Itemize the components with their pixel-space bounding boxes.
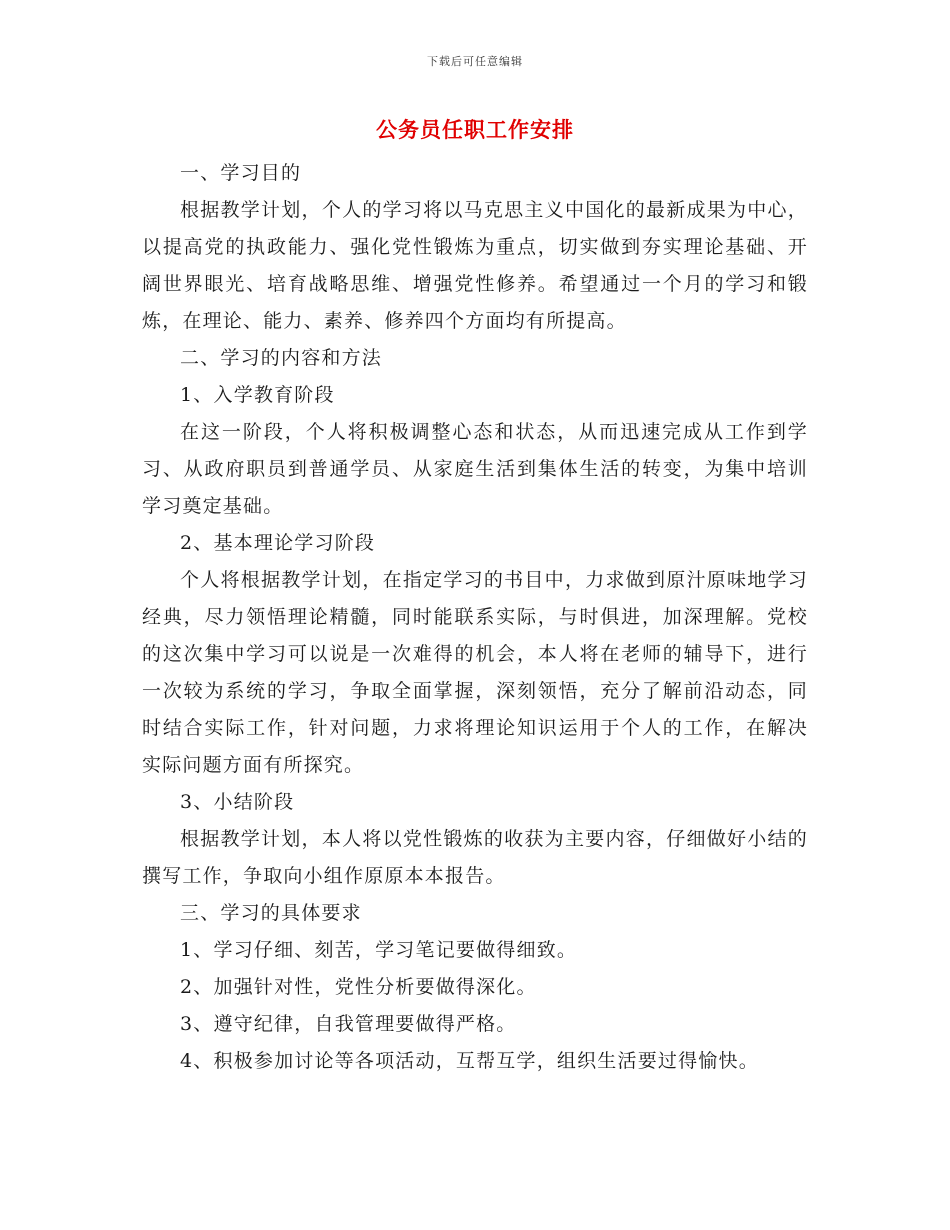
subheading: 1、入学教育阶段 <box>180 384 335 406</box>
header-note: 下载后可任意编辑 <box>427 55 523 68</box>
paragraph: 在这一阶段，个人将积极调整心态和状态，从而迅速完成从工作到学习、从政府职员到普通学员、从家庭生活到集体生活的转变，为集中培训学习奠定基础。 <box>142 421 808 517</box>
subheading: 3、小结阶段 <box>180 791 295 813</box>
document-title: 公务员任职工作安排 <box>376 117 574 142</box>
paragraph: 根据教学计划，本人将以党性锻炼的收获为主要内容，仔细做好小结的撰写工作，争取向小组作原原本本报告。 <box>142 828 808 887</box>
document-body <box>142 155 808 1080</box>
paragraph: 根据教学计划，个人的学习将以马克思主义中国化的最新成果为中心，以提高党的执政能力、强化党性锻炼为重点，切实做到夯实理论基础、开阔世界眼光、培育战略思维、增强党性修养。希望通过一个月的学习和锻炼，在理论、能力、素养、修养四个方面均有所提高。 <box>142 199 808 332</box>
section-heading-2: 二、学习的内容和方法 <box>180 347 383 369</box>
section-heading-1: 一、学习目的 <box>180 162 302 184</box>
section-heading-3: 三、学习的具体要求 <box>180 902 362 924</box>
list-item: 3、遵守纪律，自我管理要做得严格。 <box>180 1013 517 1035</box>
list-item: 4、积极参加讨论等各项活动，互帮互学，组织生活要过得愉快。 <box>180 1050 759 1072</box>
paragraph: 个人将根据教学计划，在指定学习的书目中，力求做到原汁原味地学习经典，尽力领悟理论精髓，同时能联系实际，与时俱进，加深理解。党校的这次集中学习可以说是一次难得的机会，本人将在老师的辅导下，进行一次较为系统的学习，争取全面掌握，深刻领悟，充分了解前沿动态，同时结合实际工作，针对问题，力求将理论知识运用于个人的工作，在解决实际问题方面有所探究。 <box>142 569 808 776</box>
list-item: 2、加强针对性，党性分析要做得深化。 <box>180 976 537 998</box>
list-item: 1、学习仔细、刻苦，学习笔记要做得细致。 <box>180 939 578 961</box>
subheading: 2、基本理论学习阶段 <box>180 532 376 554</box>
